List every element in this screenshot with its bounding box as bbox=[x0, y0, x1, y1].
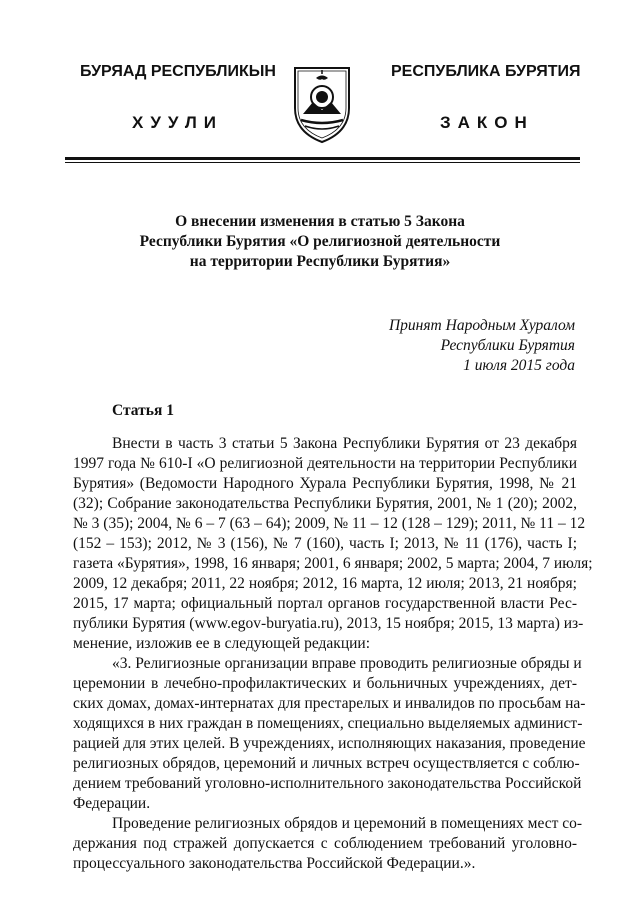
body-line: (32); Собрание законодательства Республики Бурятия, 2001, № 1 (20); 2002, bbox=[73, 495, 577, 512]
header-divider-thick bbox=[65, 157, 580, 160]
body-line: 1997 года № 610-I «О религиозной деятельности на территории Республики bbox=[73, 455, 577, 472]
body-line: № 3 (35); 2004, № 6 – 7 (63 – 64); 2009, № 11 – 12 (128 – 129); 2011, № 11 – 12 bbox=[73, 515, 586, 532]
adoption-note-line: Республики Бурятия bbox=[440, 337, 575, 354]
body-line: церемонии в лечебно-профилактических и больничных учреждениях, дет- bbox=[73, 675, 577, 692]
body-line: публики Бурятия (www.egov-buryatia.ru), 2013, 15 ноября; 2015, 13 марта) из- bbox=[73, 615, 584, 632]
body-line: 2015, 17 марта; официальный портал органов государственной власти Рес- bbox=[73, 595, 577, 612]
body-line: (152 – 153); 2012, № 3 (156), № 7 (160), часть I; 2013, № 11 (176), часть I; bbox=[73, 535, 577, 552]
body-line: религиозных обрядов, церемоний и личных встреч осуществляется с соблю- bbox=[73, 755, 580, 772]
article-body bbox=[73, 434, 593, 874]
body-line: Проведение религиозных обрядов и церемоний в помещениях мест со- bbox=[112, 815, 583, 832]
body-line: ских домах, домах-интернатах для престарелых и инвалидов по просьбам на- bbox=[73, 695, 586, 712]
header-left-bottom: ХУУЛИ bbox=[132, 113, 223, 132]
header-right-top: РЕСПУБЛИКА БУРЯТИЯ bbox=[391, 63, 581, 80]
body-line: менение, изложив ее в следующей редакции: bbox=[73, 635, 371, 652]
law-title bbox=[100, 212, 540, 272]
body-line: держания под стражей допускается с соблюдением требований уголовно- bbox=[73, 835, 577, 852]
body-line: дением требований уголовно-исполнительного законодательства Российской bbox=[73, 775, 582, 792]
body-line: процессуального законодательства Российской Федерации.». bbox=[73, 855, 476, 872]
body-line: Федерации. bbox=[73, 795, 151, 812]
law-title-line: Республики Бурятия «О религиозной деятельности bbox=[139, 233, 501, 250]
article-heading: Статья 1 bbox=[112, 402, 174, 419]
body-line: газета «Бурятия», 1998, 16 января; 2001, 6 января; 2002, 5 марта; 2004, 7 июля; bbox=[73, 555, 593, 572]
header-divider-thin bbox=[65, 162, 580, 163]
law-title-line: на территории Республики Бурятия» bbox=[189, 253, 451, 270]
law-title-line: О внесении изменения в статью 5 Закона bbox=[175, 213, 465, 230]
body-line: Бурятия» (Ведомости Народного Хурала Республики Бурятия, 1998, № 21 bbox=[73, 475, 577, 492]
body-line: 2009, 12 декабря; 2011, 22 ноября; 2012, 16 марта, 12 июля; 2013, 21 ноября; bbox=[73, 575, 577, 592]
adoption-note bbox=[389, 316, 575, 376]
body-line: Внести в часть 3 статьи 5 Закона Республики Бурятия от 23 декабря bbox=[112, 435, 577, 452]
header-right-bottom: ЗАКОН bbox=[440, 113, 534, 132]
body-line: «3. Религиозные организации вправе проводить религиозные обряды и bbox=[112, 655, 582, 672]
header-left-top: БУРЯАД РЕСПУБЛИКЫН bbox=[80, 63, 276, 80]
body-line: рацией для этих целей. В учреждениях, исполняющих наказания, проведение bbox=[73, 735, 586, 752]
body-line: ходящихся в них граждан в помещениях, специально выделяемых админист- bbox=[73, 715, 583, 732]
adoption-note-line: 1 июля 2015 года bbox=[463, 357, 575, 374]
adoption-note-line: Принят Народным Хуралом bbox=[388, 317, 575, 334]
coat-of-arms-emblem bbox=[289, 62, 355, 146]
